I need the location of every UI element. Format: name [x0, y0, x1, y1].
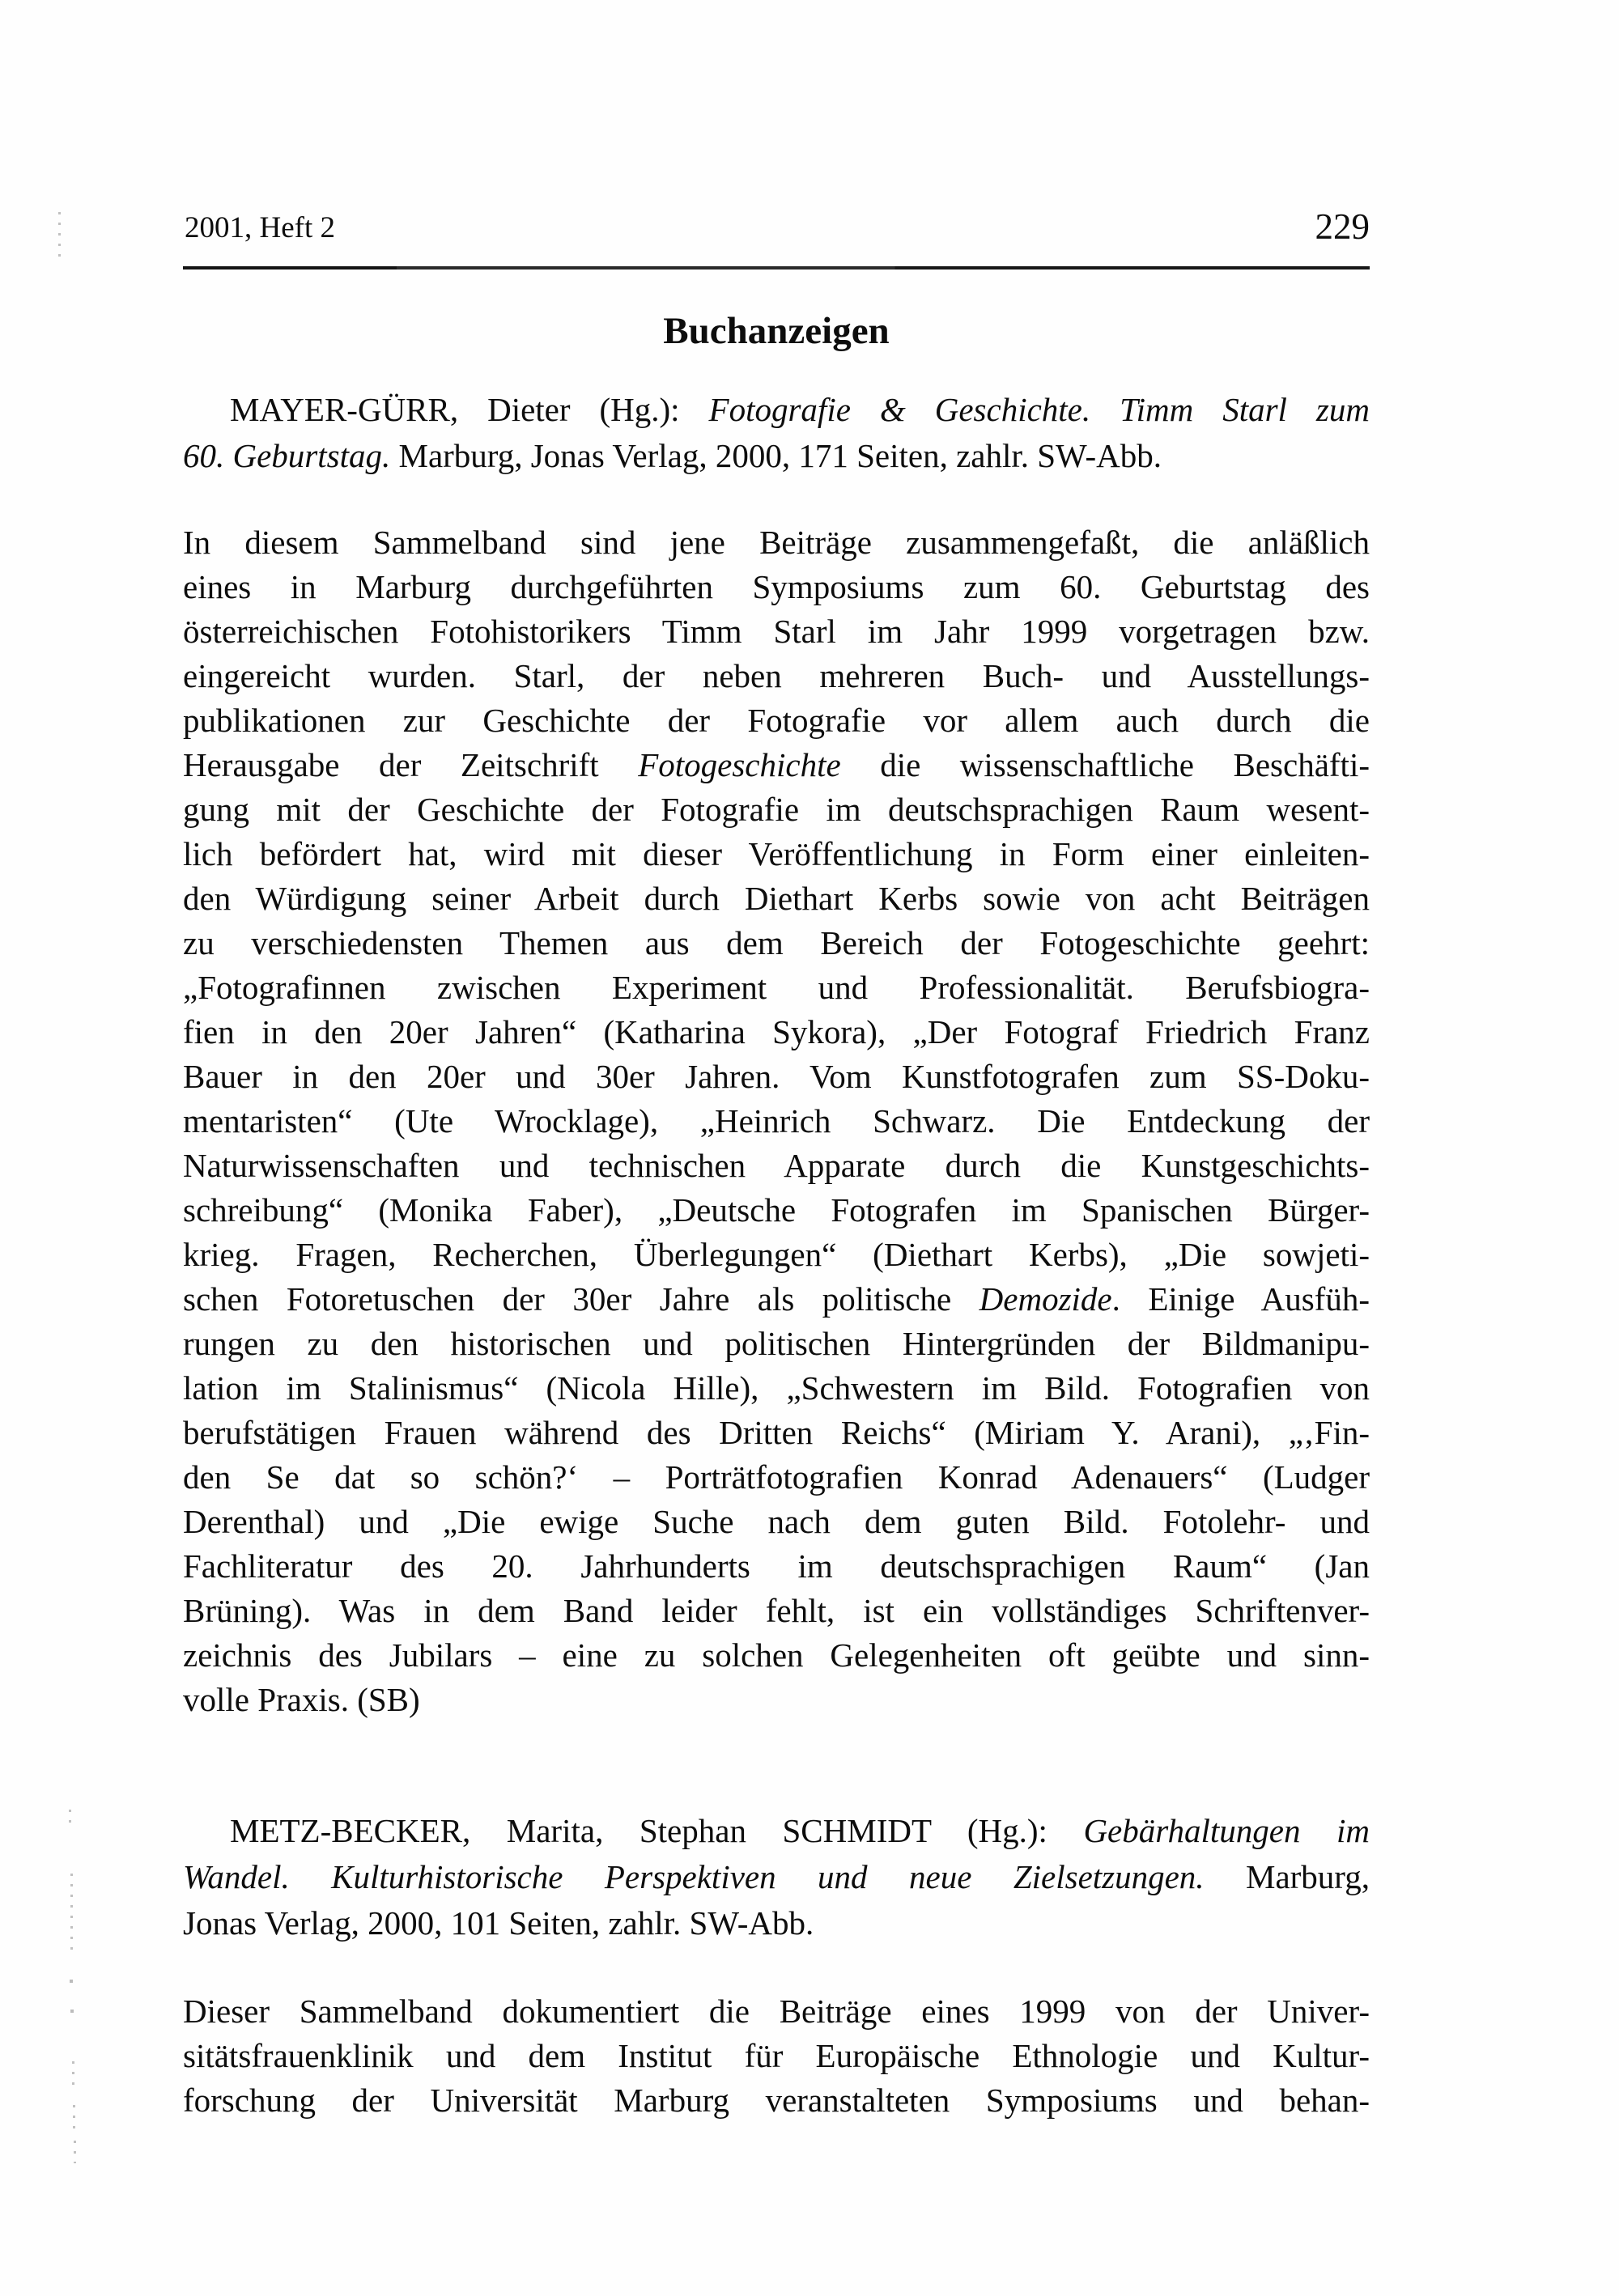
text-line: zu verschiedensten Themen aus dem Bereich der Fotogeschichte geehrt: — [183, 924, 1370, 961]
scan-artifact-dots — [69, 1810, 71, 1831]
text-line: volle Praxis. (SB) — [183, 1681, 420, 1718]
text-line: Fachliteratur des 20. Jahrhunderts im deutschsprachigen Raum“ (Jan — [183, 1547, 1370, 1585]
text-line: zeichnis des Jubilars – eine zu solchen Gelegenheiten oft geübte und sinn- — [183, 1636, 1370, 1674]
scan-artifact-dot — [70, 2010, 74, 2013]
text-line: sitätsfrauenklinik und dem Institut für Europäische Ethnologie und Kultur- — [183, 2037, 1370, 2074]
scan-artifact-dots — [73, 2105, 75, 2129]
text-line: Brüning). Was in dem Band leider fehlt, ist ein vollständiges Schriftenver- — [183, 1592, 1370, 1629]
text-line: Wandel. Kulturhistorische Perspektiven und neue Zielsetzungen. Marburg, — [183, 1858, 1370, 1895]
text-line: „Fotografinnen zwischen Experiment und Professionalität. Berufsbiogra- — [183, 969, 1370, 1006]
text-line: fien in den 20er Jahren“ (Katharina Sykora), „Der Fotograf Friedrich Franz — [183, 1013, 1370, 1050]
text-line: eingereicht wurden. Starl, der neben mehreren Buch- und Ausstellungs- — [183, 657, 1370, 694]
page-content — [183, 0, 1370, 2296]
scan-artifact-dots — [72, 2061, 74, 2090]
text-line: forschung der Universität Marburg veranstalteten Symposiums und behan- — [183, 2082, 1370, 2119]
review-paragraph — [183, 1989, 1370, 2123]
text-line: berufstätigen Frauen während des Dritten Reichs“ (Miriam Y. Arani), „‚Fin- — [183, 1414, 1370, 1451]
review-paragraph — [183, 520, 1370, 1722]
text-line: Herausgabe der Zeitschrift Fotogeschichte die wissenschaftliche Beschäfti- — [183, 746, 1370, 783]
text-line: rungen zu den historischen und politischen Hintergründen der Bildmanipu- — [183, 1325, 1370, 1362]
text-line: den Se dat so schön?‘ – Porträtfotografien Konrad Adenauers“ (Ludger — [183, 1458, 1370, 1496]
text-line: den Würdigung seiner Arbeit durch Diethart Kerbs sowie von acht Beiträgen — [183, 880, 1370, 917]
text-line: METZ-BECKER, Marita, Stephan SCHMIDT (Hg.): Gebärhaltungen im — [230, 1812, 1370, 1849]
text-line: lation im Stalinismus“ (Nicola Hille), „Schwestern im Bild. Fotografien von — [183, 1369, 1370, 1407]
text-line: lich befördert hat, wird mit dieser Veröffentlichung in Form einer einleiten- — [183, 835, 1370, 872]
text-line: Dieser Sammelband dokumentiert die Beiträge eines 1999 von der Univer- — [183, 1993, 1370, 2030]
text-line: 60. Geburtstag. Marburg, Jonas Verlag, 2000, 171 Seiten, zahlr. SW-Abb. — [183, 437, 1162, 474]
scan-artifact-dots — [70, 1874, 73, 1958]
text-line: Jonas Verlag, 2000, 101 Seiten, zahlr. SW-Abb. — [183, 1904, 814, 1942]
text-line: In diesem Sammelband sind jene Beiträge zusammengefaßt, die anläßlich — [183, 524, 1370, 561]
book-citation — [183, 1808, 1370, 1946]
section-title: Buchanzeigen — [663, 310, 890, 352]
text-line: eines in Marburg durchgeführten Symposiums zum 60. Geburtstag des — [183, 568, 1370, 605]
text-line: Bauer in den 20er und 30er Jahren. Vom Kunstfotografen zum SS-Doku- — [183, 1058, 1370, 1095]
text-line: österreichischen Fotohistorikers Timm Starl im Jahr 1999 vorgetragen bzw. — [183, 613, 1370, 650]
book-citation — [183, 387, 1370, 479]
text-line: gung mit der Geschichte der Fotografie im deutschsprachigen Raum wesent- — [183, 791, 1370, 828]
journal-issue-label: 2001, Heft 2 — [185, 211, 335, 244]
text-line: Derenthal) und „Die ewige Suche nach dem guten Bild. Fotolehr- und — [183, 1503, 1370, 1540]
text-line: schen Fotoretuschen der 30er Jahre als politische Demozide. Einige Ausfüh- — [183, 1280, 1370, 1318]
text-line: Naturwissenschaften und technischen Apparate durch die Kunstgeschichts- — [183, 1147, 1370, 1184]
text-line: mentaristen“ (Ute Wrocklage), „Heinrich Schwarz. Die Entdeckung der — [183, 1102, 1370, 1140]
text-line: krieg. Fragen, Recherchen, Überlegungen“ (Diethart Kerbs), „Die sowjeti- — [183, 1236, 1370, 1273]
text-line: publikationen zur Geschichte der Fotografie vor allem auch durch die — [183, 702, 1370, 739]
page-number: 229 — [1315, 206, 1370, 247]
header-rule — [183, 266, 1370, 269]
text-line: schreibung“ (Monika Faber), „Deutsche Fotografen im Spanischen Bürger- — [183, 1191, 1370, 1229]
scan-artifact-dots — [58, 212, 61, 259]
scan-artifact-dot — [70, 1980, 73, 1983]
scan-artifact-dots — [74, 2141, 76, 2163]
text-line: MAYER-GÜRR, Dieter (Hg.): Fotografie & Geschichte. Timm Starl zum — [230, 391, 1370, 428]
